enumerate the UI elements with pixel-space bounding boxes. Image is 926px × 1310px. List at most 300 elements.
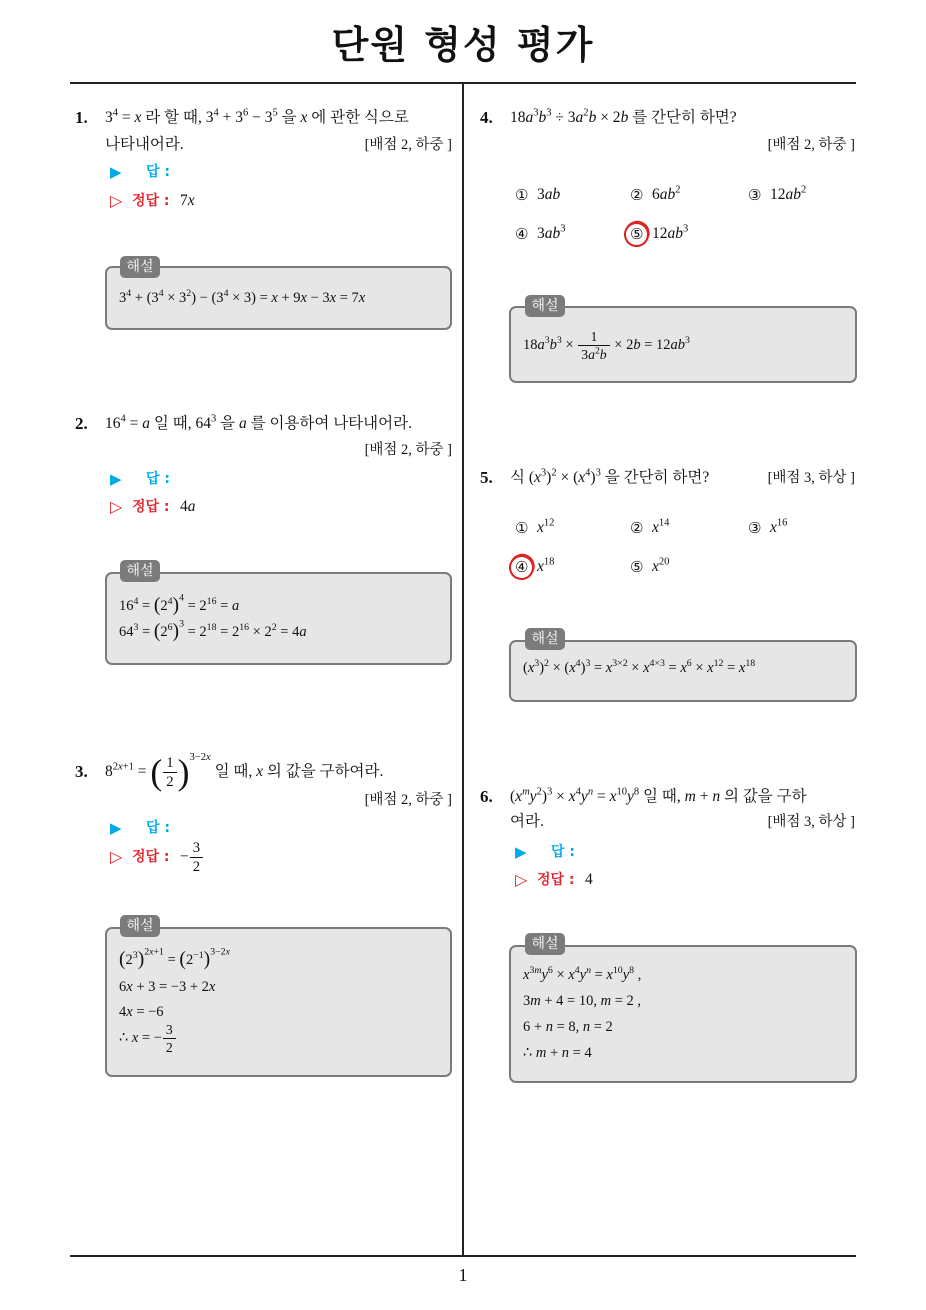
question-line [70,132,455,158]
solution-label: 해설 [120,560,160,582]
math-run: (x [523,660,535,676]
math-run: ) [580,660,586,676]
right-paren: ) [177,751,190,792]
score-row [70,437,455,463]
math-superscript: 3 [546,107,552,119]
math-superscript: 4 [133,596,139,608]
answer-marker-icon: ▶ [110,470,122,488]
right-paren: ) [137,948,145,970]
solution-text [523,1045,592,1061]
selected-choice-circle [621,219,652,250]
question-text [105,752,383,792]
choice-expression [537,554,554,580]
choice-3[interactable] [748,515,848,541]
math-run: ∴ m + n = 4 [523,1045,592,1061]
math-run: × (x [548,660,576,676]
math-run: y [529,788,537,805]
choice-mark: ② [630,186,644,204]
choice-mark: ⑤ [630,558,644,576]
math-run: 2 [125,952,133,968]
math-superscript: 20 [658,556,670,568]
score-label: [배점 2, 하중 ] [364,137,452,153]
math-run: = 2 [183,598,207,614]
math-run: = [163,952,180,968]
choice-expression [537,182,560,208]
math-run: b [538,109,547,126]
math-superscript: 3−2x [210,946,230,958]
math-run: 12ab [770,186,801,203]
solution-line [119,945,230,975]
question-line [70,752,455,792]
solution-line [119,619,307,645]
math-superscript: 18 [206,622,217,634]
correct-marker-icon: ▷ [110,497,123,516]
math-superscript: 4 [120,413,126,425]
fraction [190,840,203,875]
math-run: ) [590,469,596,486]
math-superscript: 3×2 [612,658,628,670]
math-run: 16 [105,415,121,432]
math-run: 을 x 에 관한 식으로 [277,109,409,126]
math-run: 18a [510,109,534,126]
solution-label: 해설 [525,933,565,955]
math-run: y [580,788,588,805]
math-run: × [561,337,578,353]
math-superscript: 6 [167,622,173,634]
math-run: = [133,763,151,780]
problem-number: 5. [480,468,493,487]
question-text [510,784,807,810]
math-run: 6x + 3 = −3 + 2x [119,979,216,995]
choice-mark: ① [515,519,529,537]
choice-expression [652,221,688,247]
answer-label: 답 : [146,471,170,487]
math-superscript: 10 [616,786,627,798]
math-superscript: 18 [543,556,555,568]
math-run: 3m + 4 = 10, m = 2 , [523,993,642,1009]
math-run: 식 (x [510,469,541,486]
solution-box [105,927,452,1077]
choice-expression [537,515,554,541]
problem-number: 2. [75,414,88,433]
math-run: × 3 [163,290,187,306]
math-superscript: −1 [193,950,204,962]
solution-text [523,993,641,1009]
math-run: 3ab [537,186,561,203]
solution-text [119,290,365,306]
math-superscript: n [587,786,594,798]
math-run: 4 [585,871,593,888]
question-text [510,809,544,835]
score-label: [배점 2, 하중 ] [767,137,855,153]
choice-expression [770,515,787,541]
bottom-divider [70,1255,856,1257]
math-superscript: 2x+1 [112,761,134,773]
math-run: 4a [180,498,196,515]
math-superscript: 6 [242,107,249,119]
math-run: 을 a 를 이용하여 나타내어라. [216,415,412,432]
math-run: x [652,519,659,536]
question-line [475,809,858,835]
fraction-denominator [190,858,203,875]
solution-line [523,655,755,681]
math-superscript: 2 [675,184,681,196]
math-run: 16 [119,598,134,614]
math-superscript: 2 [583,107,589,119]
solution-line [119,285,365,311]
fraction-numerator [578,329,609,346]
question-line [475,465,858,491]
math-run: = 2 [183,624,207,640]
math-superscript: 3−2x [189,752,211,764]
choice-mark: ⑤ [630,225,644,243]
left-paren: ( [153,594,161,616]
math-run: + 3 [218,109,243,126]
math-superscript: 3 [210,413,217,425]
math-superscript: 2 [271,622,277,634]
question-text [105,105,409,131]
math-superscript: 3 [560,223,566,235]
math-run: 2 [160,624,168,640]
solution-text [523,1019,613,1035]
math-run: 3 [192,839,201,856]
answer-marker-icon: ▶ [110,819,122,837]
solution-label: 해설 [525,295,565,317]
choice-1[interactable] [515,515,615,541]
math-run: 2 [185,952,194,968]
math-superscript: 3 [133,622,139,634]
correct-marker-icon: ▷ [110,191,123,210]
math-superscript: 3 [595,467,601,479]
choice-2[interactable] [630,515,730,541]
math-superscript: 3 [585,658,591,670]
math-superscript: 14 [658,517,670,529]
math-superscript: 4 [585,467,591,479]
solution-text [523,967,641,983]
math-run: 2 [192,858,201,875]
math-run: = x 라 할 때, 3 [118,109,214,126]
solution-line [119,974,215,1000]
math-superscript: 3 [179,618,184,630]
right-paren: ) [172,594,180,616]
fraction-denominator [163,1039,176,1055]
math-run: b [599,347,607,363]
math-superscript: 2 [801,184,807,196]
math-superscript: 4 [213,107,219,119]
left-paren: ( [153,620,161,642]
fraction-numerator [163,1022,176,1039]
math-superscript: 4 [126,288,132,300]
solution-box [509,945,857,1083]
math-run: − [180,848,189,865]
fraction [163,1022,176,1055]
solution-text [119,1022,177,1056]
math-superscript: 3 [534,658,540,670]
solution-text [523,660,755,676]
math-superscript: 16 [239,622,250,634]
math-superscript: 2x+1 [144,946,164,958]
correct-label: 정답 : [132,499,170,515]
math-run: 3 [119,290,127,306]
math-run: = a 일 때, 64 [125,415,211,432]
selected-choice-circle [506,552,537,583]
solution-text [119,592,240,616]
solution-label: 해설 [120,915,160,937]
correct-label: 정답 : [537,872,575,888]
solution-text [119,979,215,995]
right-paren: ) [172,620,180,642]
answer-row [70,159,455,185]
solution-text [523,329,690,363]
math-run: × 2 [249,624,272,640]
answer-marker-icon: ▶ [110,163,122,181]
correct-answer-row [70,494,455,520]
math-superscript: 2 [544,658,549,670]
left-paren: ( [179,948,186,970]
math-run: x [523,967,530,983]
solution-box [509,306,857,383]
math-run: 4x = −6 [119,1004,164,1020]
math-run: x [652,558,659,575]
choice-mark: ① [515,186,529,204]
math-run: = x [664,660,687,676]
answer-label: 답 : [146,164,170,180]
correct-answer-value [180,837,204,877]
math-superscript: n [586,965,591,977]
math-run: 을 간단히 하면? [600,469,710,486]
correct-marker-icon: ▷ [110,847,123,866]
math-superscript: 6 [686,658,692,670]
math-run: ) [539,660,545,676]
math-superscript: 3 [685,335,690,347]
page-number: 1 [458,1265,468,1285]
choice-3[interactable] [748,182,848,208]
math-superscript: 4 [112,107,119,119]
question-text [105,132,184,158]
score-label: [배점 3, 하상 ] [767,814,855,830]
math-superscript: 2 [186,288,192,300]
math-superscript: 3 [132,950,138,962]
math-superscript: 18 [745,658,756,670]
math-superscript: 16 [776,517,788,529]
column-divider [462,83,464,1256]
choice-expression [770,182,806,208]
answer-row [475,839,858,865]
math-run: 1 [166,754,174,771]
right-paren: ) [203,948,211,970]
math-run: 8 [105,763,113,780]
solution-line [119,1018,177,1058]
choice-expression [652,182,681,208]
math-run: ) [541,788,547,805]
answer-marker-icon: ▶ [515,843,527,861]
solution-line [119,593,239,619]
math-superscript: 6 [547,965,553,977]
choice-mark: ③ [748,519,762,537]
math-run: 7x [180,192,195,209]
math-superscript: 16 [206,596,217,608]
page-title: 단원 형성 평가 [331,23,595,67]
math-superscript: 4×3 [649,658,665,670]
math-run: 여라. [510,813,544,830]
math-superscript: 3 [683,223,689,235]
math-run: x [537,519,544,536]
problem-number: 3. [75,762,88,781]
question-text [105,411,412,437]
math-superscript: 3 [547,786,553,798]
correct-label: 정답 : [132,849,170,865]
math-run: + (3 [131,290,159,306]
solution-line [523,1040,592,1066]
math-superscript: 8 [633,786,640,798]
math-run: 3a [581,347,596,363]
math-run: = [138,624,154,640]
choice-mark: ② [630,519,644,537]
problem-number: 4. [480,108,493,127]
choice-mark: ④ [515,225,529,243]
math-superscript: 8 [629,965,635,977]
math-run: × (x [556,469,586,486]
math-superscript: 2 [536,786,542,798]
math-run: 12ab [652,225,683,242]
correct-answer-value [585,867,593,893]
math-superscript: 3 [540,467,547,479]
question-line [475,105,858,131]
score-label: [배점 2, 하중 ] [364,792,452,808]
solution-line [523,323,690,367]
math-run: 18a [523,337,545,353]
choice-4[interactable] [515,554,615,580]
math-run: = 2 [216,624,240,640]
choice-mark: ④ [515,558,529,576]
choice-expression [652,515,669,541]
math-run: = x [590,660,613,676]
fraction-denominator [578,346,609,362]
math-run: 64 [119,624,134,640]
math-run: x [770,519,777,536]
math-superscript: 4 [574,965,580,977]
math-run: ) − (3 [191,290,224,306]
math-run: × x [552,967,575,983]
problem-6 [475,784,858,1061]
question-line [70,411,455,437]
solution-text [119,946,230,970]
math-superscript: 2 [595,346,600,357]
question-text [510,465,709,491]
math-superscript: 12 [713,658,724,670]
choice-5[interactable] [630,221,730,247]
math-run: x [537,558,544,575]
math-run: b × 2b 를 간단히 하면? [588,109,737,126]
problem-1 [70,105,455,306]
math-superscript: 3 [556,335,562,347]
math-superscript: 2 [551,467,557,479]
math-superscript: 4 [575,658,581,670]
score-row [475,132,858,158]
solution-line [523,988,641,1014]
math-run: , [634,967,642,983]
math-superscript: 4 [179,592,184,604]
math-run: = a [216,598,240,614]
math-run: y [541,967,548,983]
problem-number: 1. [75,108,88,127]
solution-label: 해설 [120,256,160,278]
score-label: [배점 3, 하상 ] [767,470,855,486]
math-superscript: 3 [544,335,550,347]
math-run: y [627,788,634,805]
math-superscript: 4 [223,288,229,300]
solution-line [523,1014,613,1040]
math-run: × 2b = 12ab [610,337,686,353]
math-superscript: 4 [167,596,173,608]
math-run: ÷ 3a [551,109,584,126]
fraction [163,755,176,790]
solution-text [119,618,307,642]
left-paren: ( [150,751,163,792]
math-run: − 3 [248,109,273,126]
solution-box [105,572,452,665]
choice-expression [652,554,669,580]
choice-2[interactable] [630,182,730,208]
math-superscript: 5 [272,107,278,119]
fraction-numerator [163,755,176,773]
math-run: ) [546,469,552,486]
math-run: 2 [165,1040,173,1056]
score-row [70,787,455,813]
choice-expression [537,221,566,247]
question-text [510,105,737,131]
problem-3 [70,751,455,1056]
problem-number: 6. [480,787,493,806]
problem-5 [475,465,858,676]
question-line [475,784,858,810]
math-run: = x [723,660,746,676]
math-run: 3 [105,109,113,126]
math-superscript: 4 [158,288,164,300]
score-label: [배점 2, 하중 ] [364,442,452,458]
math-superscript: 3m [529,965,542,977]
math-run: 2 [160,598,168,614]
correct-answer-value [180,494,196,520]
math-run: × x [627,660,650,676]
math-run: × x [691,660,714,676]
math-superscript: m [522,786,530,798]
math-superscript: 12 [543,517,555,529]
choice-1[interactable] [515,182,615,208]
math-run: (x [510,788,523,805]
correct-answer-row [475,867,858,893]
left-paren: ( [119,948,126,970]
math-run: = x [593,788,617,805]
math-run: 나타내어라. [105,136,184,153]
math-run: 2 [166,773,174,790]
choice-4[interactable] [515,221,615,247]
math-run: y [579,967,587,983]
math-run: ∴ x = − [119,1030,162,1046]
solution-label: 해설 [525,628,565,650]
math-run: 6 + n = 8, n = 2 [523,1019,613,1035]
fraction-numerator [190,840,203,858]
answer-label: 답 : [146,820,170,836]
answer-row [70,466,455,492]
correct-marker-icon: ▷ [515,870,528,889]
correct-answer-row [70,188,455,214]
math-run: b [549,337,557,353]
math-run: 3ab [537,225,561,242]
fraction [578,329,609,362]
math-superscript: 10 [612,965,623,977]
choice-5[interactable] [630,554,730,580]
